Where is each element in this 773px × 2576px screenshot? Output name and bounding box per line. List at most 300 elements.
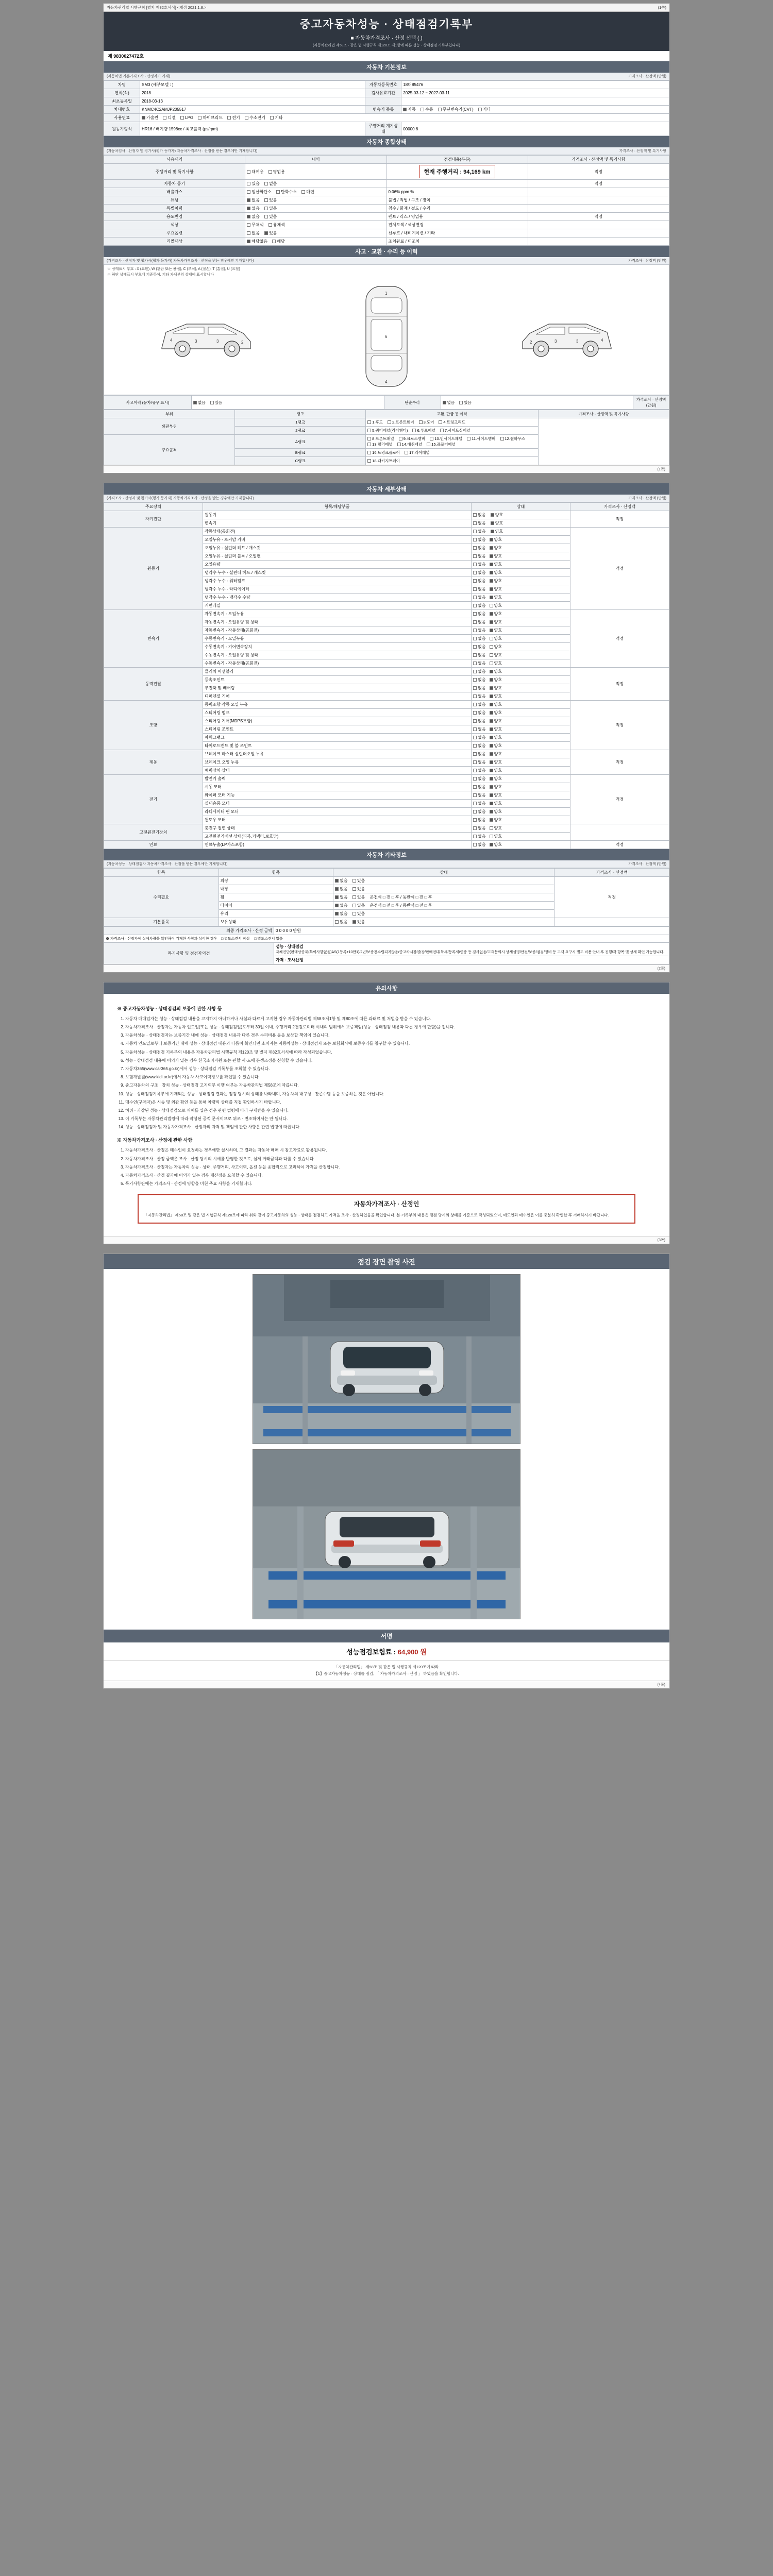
legal-line-1: 「자동차관리법」 제58조 및 같은 법 시행규칙 제120조에 따라 — [334, 1665, 439, 1670]
frame-ranka-items — [366, 435, 539, 449]
table-row — [104, 396, 669, 410]
part-side-member[interactable]: 11.사이드멤버 — [467, 436, 495, 442]
table-row — [104, 750, 669, 758]
status-none[interactable]: 없음 — [473, 784, 485, 790]
status-none[interactable]: 없음 — [473, 842, 485, 848]
final-price-note — [104, 935, 669, 943]
part-name: 자동변속기 - 오일누유 — [203, 610, 471, 618]
row-label-2 — [365, 97, 401, 106]
status-good[interactable]: 양호 — [490, 834, 502, 839]
col-main-device: 주요장치 — [104, 503, 203, 511]
sheet-3-footer: (3쪽) — [104, 1236, 669, 1244]
status-none[interactable]: 없음 — [473, 718, 485, 724]
list-item: 14. 성능 · 상태점검자 및 자동차가격조사 · 산정자의 자격 및 책임에 관한 사항은 관련 법령에 따릅니다. — [125, 1124, 656, 1130]
accident-note-header: 가격조사 · 산정액 (만원) — [633, 396, 669, 410]
status-cell — [472, 552, 570, 561]
status-none[interactable]: 없음 — [473, 636, 485, 641]
status-none[interactable]: 없음 — [473, 586, 485, 592]
remarks-text-1: 자체진단(판매상공제(특이사항없음)AS(1등록+10만1)/2년/보증전수립되지않음/중고차시장/출장/판매전/취득세/등록세/인증 등 검사없음/고객문의시 상세설명/안전/보증/점검/정비 등 고객 요구시 별도 비용 안내 후 진행/각 항목 별 상세 확인 가능합니다. — [276, 951, 664, 954]
part-door[interactable]: 3.도어 — [419, 419, 434, 425]
row-label: 연식(식) — [104, 89, 140, 97]
status-none[interactable]: 없음 — [473, 817, 485, 823]
row-note — [528, 188, 669, 196]
fuel-etc[interactable]: 기타 — [270, 115, 282, 121]
status-none[interactable]: 없음 — [473, 792, 485, 798]
part-name: 커먼레일 — [203, 602, 471, 610]
status-cell — [333, 902, 554, 910]
part-name: 실내송풍 모터 — [203, 800, 471, 808]
current-mileage: 현재 주행거리 : 94,169 km — [419, 165, 495, 178]
rank-2: 2랭크 — [235, 427, 366, 435]
status-none[interactable]: 없음 — [473, 595, 485, 600]
status-none[interactable]: 없음 — [473, 801, 485, 806]
status-none[interactable]: 없음 — [473, 611, 485, 617]
status-none[interactable]: 없음 — [473, 685, 485, 691]
part-name: 충전구 절연 상태 — [203, 824, 471, 833]
table-row — [104, 106, 669, 114]
list-item: 13. 이 기록부는 자동차관리법령에 따라 작성된 공적 문서이므로 위조 · 변조하여서는 안 됩니다. — [125, 1115, 656, 1122]
status-none[interactable]: 없음 — [473, 693, 485, 699]
notice-body — [104, 994, 669, 1236]
fuel-lpg[interactable]: LPG — [180, 115, 193, 120]
status-good[interactable]: 양호 — [490, 710, 502, 716]
list-item: 7. 자동차365(www.car365.go.kr)에서 성능 · 상태점검 기록부를 조회할 수 있습니다. — [125, 1065, 656, 1072]
row-detail: 선루프 / 내비게이션 / 기타 — [386, 229, 528, 238]
status-none[interactable]: 없음 — [335, 903, 347, 908]
status-good[interactable]: 양호 — [490, 603, 502, 608]
row-note — [528, 229, 669, 238]
status-cell — [472, 841, 570, 849]
status-none[interactable]: 없음 — [473, 529, 485, 534]
car-side-left-svg — [155, 306, 258, 367]
other-part-name: 유리 — [219, 910, 333, 918]
fee-label: 성능점검보험료 : — [346, 1648, 396, 1656]
svg-text:1: 1 — [385, 291, 388, 296]
group-note: 적정 — [570, 668, 669, 701]
svg-text:4: 4 — [170, 338, 173, 343]
status-cell — [333, 893, 554, 902]
status-none[interactable]: 없음 — [473, 669, 485, 674]
confirmation-text: 「자동차관리법」 제58조 및 같은 법 시행규칙 제120조에 따라 위와 같이 중고자동차의 성능 · 상태를 점검하고 가격을 조사 · 산정하였음을 확인합니다. 본 기록부의 내용은 점검 당시의 상태를 기준으로 작성되었으며, 매도인과 매수인은 이를 충분히 확인한 후 거래하시기 바랍니다. — [144, 1213, 609, 1218]
opinion-written[interactable]: □ 별도소견서 작성 — [221, 937, 250, 941]
status-good[interactable]: 양호 — [490, 644, 502, 650]
outer-rank1-items — [366, 418, 539, 427]
part-inside-panel[interactable]: 10.인사이드패널 — [430, 436, 462, 442]
rank-1: 1랭크 — [235, 418, 366, 427]
status-none[interactable]: 없음 — [473, 578, 485, 584]
part-trunk-floor[interactable]: 16.트렁크플로어 — [367, 450, 400, 455]
opt-not-applicable[interactable]: 해당없음 — [247, 239, 267, 244]
status-cell — [472, 692, 570, 701]
part-cross-member[interactable]: 9.크로스멤버 — [399, 436, 425, 442]
row-label: 사용연료 — [104, 114, 140, 122]
repair-exists[interactable]: 있음 — [459, 400, 472, 405]
opt-none[interactable]: 없음 — [247, 214, 259, 219]
status-good[interactable]: 양호 — [490, 735, 502, 740]
row-note — [528, 196, 669, 205]
outer-rank2-items — [366, 427, 539, 435]
status-cell — [472, 643, 570, 651]
status-good[interactable]: 양호 — [490, 718, 502, 724]
basic-info-table — [104, 80, 669, 136]
status-good[interactable]: 양호 — [490, 595, 502, 600]
status-good[interactable]: 양호 — [490, 792, 502, 798]
part-name: 수동변속기 - 오일누유 — [203, 635, 471, 643]
group-steering: 조향 — [104, 701, 203, 750]
status-good[interactable]: 양호 — [490, 685, 502, 691]
status-exists[interactable]: 있음 — [352, 919, 365, 925]
status-none[interactable]: 없음 — [473, 726, 485, 732]
part-name: 수동변속기 - 작동상태(공회전) — [203, 659, 471, 668]
status-good[interactable]: 양호 — [490, 537, 502, 543]
legal-line-2: 【1】중고자동차성능 · 상태를 점검, 「 자동차가격조사 · 산정 」 하였음을 확인합니다. — [314, 1671, 459, 1676]
list-item: 5. 자동차성능 · 상태점검 기록부의 내용은 자동차관리법 시행규칙 제120조 및 별지 제82호서식에 따라 작성되었습니다. — [125, 1049, 656, 1056]
status-exists[interactable]: 있음 — [352, 886, 365, 892]
part-front-fender[interactable]: 2.프론트휀더 — [388, 419, 414, 425]
status-none[interactable]: 없음 — [473, 776, 485, 782]
tire-position[interactable]: 운전석 □ 전 □ 후 / 동반석 □ 전 □ 후 — [369, 903, 432, 908]
fuel-hybrid[interactable]: 하이브리드 — [198, 115, 223, 121]
row-label: 차대번호 — [104, 106, 140, 114]
status-good[interactable]: 양호 — [490, 759, 502, 765]
status-good[interactable]: 양호 — [490, 726, 502, 732]
part-wheel-house[interactable]: 12.휠하우스 — [500, 436, 525, 442]
status-good[interactable]: 양호 — [490, 677, 502, 683]
status-good[interactable]: 양호 — [490, 768, 502, 773]
status-none[interactable]: 없음 — [335, 894, 347, 900]
status-good[interactable]: 양호 — [490, 743, 502, 749]
status-good[interactable]: 양호 — [490, 751, 502, 757]
accident-none[interactable]: 없음 — [193, 400, 206, 405]
status-good[interactable]: 양호 — [490, 611, 502, 617]
row-options — [245, 213, 386, 221]
opt-rental[interactable]: 대여용 — [247, 169, 263, 175]
part-name: 윈도우 모터 — [203, 816, 471, 824]
part-name: 라디에이터 팬 모터 — [203, 808, 471, 816]
overall-state-table — [104, 155, 669, 246]
opt-exists[interactable]: 있음 — [264, 197, 277, 203]
status-cell — [472, 585, 570, 594]
status-cell — [472, 602, 570, 610]
group-electric: 전기 — [104, 775, 203, 824]
other-part-name: 외장 — [219, 877, 333, 885]
frame-rankb-items — [366, 449, 539, 457]
group-outer-panel: 외판부위 — [104, 418, 235, 435]
status-cell — [333, 910, 554, 918]
opt-no[interactable]: 없음 — [264, 181, 277, 187]
status-cell — [472, 577, 570, 585]
status-good[interactable]: 양호 — [490, 652, 502, 658]
status-good[interactable]: 양호 — [490, 660, 502, 666]
group-main-frame: 주요골격 — [104, 435, 235, 465]
status-exists[interactable]: 있음 — [352, 878, 365, 884]
col-part-note: 가격조사 · 산정액 및 특기사항 — [538, 410, 669, 418]
status-none[interactable]: 없음 — [473, 759, 485, 765]
status-none[interactable]: 없음 — [473, 545, 485, 551]
status-good[interactable]: 양호 — [490, 817, 502, 823]
col-other-sub: 항목 — [219, 869, 333, 877]
car-diagram-top — [356, 282, 417, 391]
status-good[interactable]: 양호 — [490, 784, 502, 790]
part-name: 스티어링 조인트 — [203, 725, 471, 734]
status-exists[interactable]: 있음 — [352, 903, 365, 908]
row-note — [528, 238, 669, 246]
final-note-text: ※ 가격조사 · 산정자에 실제차량을 확인하여 기재한 사항과 상이한 경우 — [106, 937, 217, 941]
basic-sub-left: (자동차법 기본가격조사 · 산정자가 기재) — [107, 75, 170, 78]
part-name: 클러치 어셈블리 — [203, 668, 471, 676]
opt-exists[interactable]: 있음 — [264, 230, 277, 236]
car-top-svg — [356, 282, 417, 391]
other-info-table — [104, 868, 669, 926]
table-row — [104, 164, 669, 180]
status-none[interactable]: 없음 — [473, 677, 485, 683]
row-detail — [386, 180, 528, 188]
status-none[interactable]: 없음 — [473, 562, 485, 567]
part-rear-panel[interactable]: 17.리어패널 — [405, 450, 429, 455]
part-name: 와이퍼 모터 기능 — [203, 791, 471, 800]
status-cell — [472, 569, 570, 577]
confirmation-box — [138, 1194, 635, 1224]
row-value-2: 2025-03-12 ~ 2027-03-11 — [401, 89, 669, 97]
transmission-etc[interactable]: 기타 — [478, 107, 491, 112]
status-none[interactable]: 없음 — [335, 919, 347, 925]
status-none[interactable]: 없음 — [473, 603, 485, 608]
section-basic-info-sub — [104, 73, 669, 80]
wheel-position[interactable]: 운전석 □ 전 □ 후 / 동반석 □ 전 □ 후 — [369, 895, 432, 900]
part-package-tray[interactable]: 18.패키지트레이 — [367, 458, 400, 464]
sheet-top-note — [104, 4, 669, 12]
legal-footer — [104, 1661, 669, 1681]
opt-chromatic[interactable]: 유채색 — [268, 222, 285, 228]
status-good[interactable]: 양호 — [490, 702, 502, 707]
status-good[interactable]: 양호 — [490, 570, 502, 575]
repair-needed-label: 수리필요 — [104, 877, 219, 918]
other-note-2 — [554, 918, 669, 926]
status-none[interactable]: 없음 — [473, 553, 485, 559]
opinion-none[interactable]: □ 별도소견서 없음 — [254, 937, 283, 941]
opt-exists[interactable]: 있음 — [264, 206, 277, 211]
status-cell — [472, 544, 570, 552]
detail-sub-left: (가격조사 · 산정자 및 평가사(평가 등가자) 자동차가격조사 · 산정을 받는 경우에만 기재합니다) — [107, 497, 254, 500]
table-row — [104, 238, 669, 246]
status-none[interactable]: 없음 — [473, 628, 485, 633]
part-floor-panel[interactable]: 15.플로어패널 — [427, 442, 456, 447]
opt-none[interactable]: 없음 — [247, 197, 259, 203]
status-good[interactable]: 양호 — [491, 512, 503, 518]
list-item: 1. 자동차 매매업자는 성능 · 상태점검 내용을 고지하지 아니하거나 사실과 다르게 고지한 경우 자동차관리법 제58조제1항 및 제80조에 따른 과태료 및 처벌을 받을 수 있습니다. — [125, 1015, 656, 1022]
table-row — [104, 918, 669, 926]
table-row — [104, 221, 669, 229]
transmission-manual[interactable]: 수동 — [421, 107, 433, 112]
status-none[interactable]: 없음 — [473, 834, 485, 839]
repair-none[interactable]: 없음 — [443, 400, 455, 405]
table-row — [104, 205, 669, 213]
part-name: 연료누출(LP가스포함) — [203, 841, 471, 849]
status-good[interactable]: 양호 — [490, 586, 502, 592]
status-good[interactable]: 양호 — [490, 619, 502, 625]
status-good[interactable]: 양호 — [490, 842, 502, 848]
car-diagrams — [107, 279, 666, 392]
table-header-row — [104, 156, 669, 164]
status-none[interactable]: 없음 — [335, 878, 347, 884]
table-row — [104, 775, 669, 783]
status-none[interactable]: 없음 — [473, 644, 485, 650]
status-none[interactable]: 없음 — [473, 710, 485, 716]
opt-none[interactable]: 없음 — [247, 230, 259, 236]
status-good[interactable]: 양호 — [490, 801, 502, 806]
opt-smoke[interactable]: 매연 — [301, 189, 314, 195]
fuel-gasoline[interactable]: 가솔린 — [142, 115, 158, 121]
status-good[interactable]: 양호 — [490, 578, 502, 584]
fuel-hydrogen[interactable]: 수소전기 — [245, 115, 265, 121]
section-accident-header: 사고 · 교환 · 수리 등 이력 — [104, 246, 669, 257]
status-cell — [333, 885, 554, 893]
opt-applicable[interactable]: 해당 — [272, 239, 284, 244]
status-none[interactable]: 없음 — [473, 825, 485, 831]
status-none[interactable]: 없음 — [473, 652, 485, 658]
signature-band: 서명 — [104, 1630, 669, 1642]
table-header-row — [104, 410, 669, 418]
part-dash-panel[interactable]: 14.대쉬패널 — [397, 442, 422, 447]
table-row — [104, 213, 669, 221]
status-exists[interactable]: 있음 — [352, 911, 365, 917]
group-brake: 제동 — [104, 750, 203, 775]
part-name: 추진축 및 베어링 — [203, 684, 471, 692]
opt-hc[interactable]: 탄화수소 — [276, 189, 297, 195]
accident-exists[interactable]: 있음 — [210, 400, 223, 405]
status-exists[interactable]: 있음 — [352, 894, 365, 900]
status-good[interactable]: 양호 — [490, 562, 502, 567]
status-good[interactable]: 양호 — [491, 520, 503, 526]
row-note — [528, 205, 669, 213]
status-none[interactable]: 없음 — [335, 911, 347, 917]
list-item: 4. 자동차가격조사 · 산정 결과에 이의가 있는 경우 재산정을 요청할 수 있습니다. — [125, 1172, 656, 1179]
accident-sub-left: (가격조사 · 산정자 및 평가사(평가 등가자) 자동차가격조사 · 산정을 받는 경우에만 기재합니다) — [107, 259, 254, 263]
car-side-right-svg — [515, 306, 618, 367]
group-note: 적정 — [570, 511, 669, 528]
opt-yes[interactable]: 있음 — [247, 181, 259, 187]
part-name: 자동변속기 - 작동상태(공회전) — [203, 626, 471, 635]
final-price-table — [104, 926, 669, 964]
status-none[interactable]: 없음 — [473, 619, 485, 625]
status-cell — [472, 758, 570, 767]
transmission-cvt[interactable]: 무단변속기(CVT) — [438, 107, 474, 112]
sheet-2 — [103, 483, 670, 973]
row-label-2: 변속기 종류 — [365, 106, 401, 114]
status-none[interactable]: 없음 — [473, 768, 485, 773]
status-none[interactable]: 없음 — [473, 751, 485, 757]
detail-sub-right: 가격조사 · 산정액 (만원) — [628, 497, 666, 500]
opt-co[interactable]: 일산화탄소 — [247, 189, 272, 195]
row-options — [245, 164, 386, 180]
notice-section-2-title: ※ 자동차가격조사 · 산정에 관한 사항 — [117, 1138, 193, 1143]
table-row — [104, 81, 669, 89]
opt-business[interactable]: 영업용 — [268, 169, 285, 175]
section-basic-info-header: 자동차 기본정보 — [104, 61, 669, 73]
opt-none[interactable]: 없음 — [247, 206, 259, 211]
fuel-diesel[interactable]: 디젤 — [163, 115, 175, 121]
notice-list-1 — [125, 1015, 656, 1131]
part-side-sill-panel[interactable]: 7.사이드실패널 — [440, 428, 470, 433]
group-power-train: 동력전달 — [104, 668, 203, 701]
part-hood[interactable]: 1.후드 — [367, 419, 383, 425]
status-good[interactable]: 양호 — [490, 553, 502, 559]
part-roof-panel[interactable]: 6.루프패널 — [412, 428, 435, 433]
status-good[interactable]: 양호 — [490, 669, 502, 674]
status-good[interactable]: 양호 — [490, 825, 502, 831]
part-quarter-panel[interactable]: 5.쿼터패널(리어휀더) — [367, 428, 408, 433]
transmission-auto[interactable]: 자동 — [403, 107, 415, 112]
col-part: 부위 — [104, 410, 235, 418]
part-trunk-lid[interactable]: 4.트렁크리드 — [439, 419, 465, 425]
status-none[interactable]: 없음 — [473, 660, 485, 666]
table-header-row — [104, 503, 669, 511]
svg-text:3: 3 — [554, 339, 557, 344]
remarks-row-2 — [274, 956, 669, 964]
photo-rear-svg — [253, 1450, 520, 1619]
status-none[interactable]: 없음 — [473, 735, 485, 740]
opt-achromatic[interactable]: 무채색 — [247, 222, 263, 228]
row-detail: 조치완료 / 미조치 — [386, 238, 528, 246]
row-options — [245, 238, 386, 246]
status-none[interactable]: 없음 — [473, 537, 485, 543]
status-good[interactable]: 양호 — [490, 776, 502, 782]
row-options — [245, 188, 386, 196]
overall-sub-left: (자동차검사 · 산정자 및 평가사(평가 등가자) 자동차가격조사 · 산정을 받는 경우에만 기재합니다) — [107, 149, 258, 153]
row-detail: 침수 / 화재 / 절도 / 수리 — [386, 205, 528, 213]
status-none[interactable]: 없음 — [473, 702, 485, 707]
status-cell — [472, 701, 570, 709]
list-item: 10. 성능 · 상태점검기록부에 기재되는 성능 · 상태점검 결과는 점검 당시의 상태를 나타내며, 자동차의 내구성 · 잔존수명 등을 보증하는 것은 아닙니다. — [125, 1091, 656, 1097]
status-cell — [472, 750, 570, 758]
table-row — [104, 180, 669, 188]
fuel-electric[interactable]: 전기 — [227, 115, 240, 121]
list-item: 8. 보험개발원(www.kidi.or.kr)에서 자동차 사고이력정보를 확인할 수 있습니다. — [125, 1074, 656, 1080]
section-other-header: 자동차 기타정보 — [104, 849, 669, 860]
status-good[interactable]: 양호 — [490, 809, 502, 815]
part-name: 브레이크 마스터 실린더오일 누유 — [203, 750, 471, 758]
part-name: 냉각수 누수 - 워터펌프 — [203, 577, 471, 585]
status-none[interactable]: 없음 — [473, 512, 485, 518]
status-good[interactable]: 양호 — [490, 693, 502, 699]
opt-exists[interactable]: 있음 — [264, 214, 277, 219]
status-none[interactable]: 없음 — [473, 570, 485, 575]
row-label: 원동기형식 — [104, 122, 140, 136]
status-none[interactable]: 없음 — [473, 743, 485, 749]
status-cell — [472, 783, 570, 791]
status-good[interactable]: 양호 — [490, 545, 502, 551]
rank-a: A랭크 — [235, 435, 366, 449]
status-none[interactable]: 없음 — [473, 520, 485, 526]
status-none[interactable]: 없음 — [473, 809, 485, 815]
part-front-panel[interactable]: 8.프론트패널 — [367, 436, 394, 442]
status-cell — [472, 742, 570, 750]
diagram-legend — [107, 267, 666, 278]
row-label: 튜닝 — [104, 196, 245, 205]
detail-state-table — [104, 502, 669, 849]
list-item: 12. 허위 · 과장된 성능 · 상태점검으로 피해를 입은 경우 관련 법령에 따라 구제받을 수 있습니다. — [125, 1107, 656, 1114]
status-none[interactable]: 없음 — [335, 886, 347, 892]
row-label: 용도변경 — [104, 213, 245, 221]
status-cell — [472, 651, 570, 659]
status-cell — [472, 684, 570, 692]
status-good[interactable]: 양호 — [491, 529, 503, 534]
row-detail: 전체도색 / 색상변경 — [386, 221, 528, 229]
part-pillar-panel[interactable]: 13.필러패널 — [367, 442, 392, 447]
status-good[interactable]: 양호 — [490, 636, 502, 641]
status-good[interactable]: 양호 — [490, 628, 502, 633]
part-name: 오일누유 - 실린더 헤드 / 개스킷 — [203, 544, 471, 552]
